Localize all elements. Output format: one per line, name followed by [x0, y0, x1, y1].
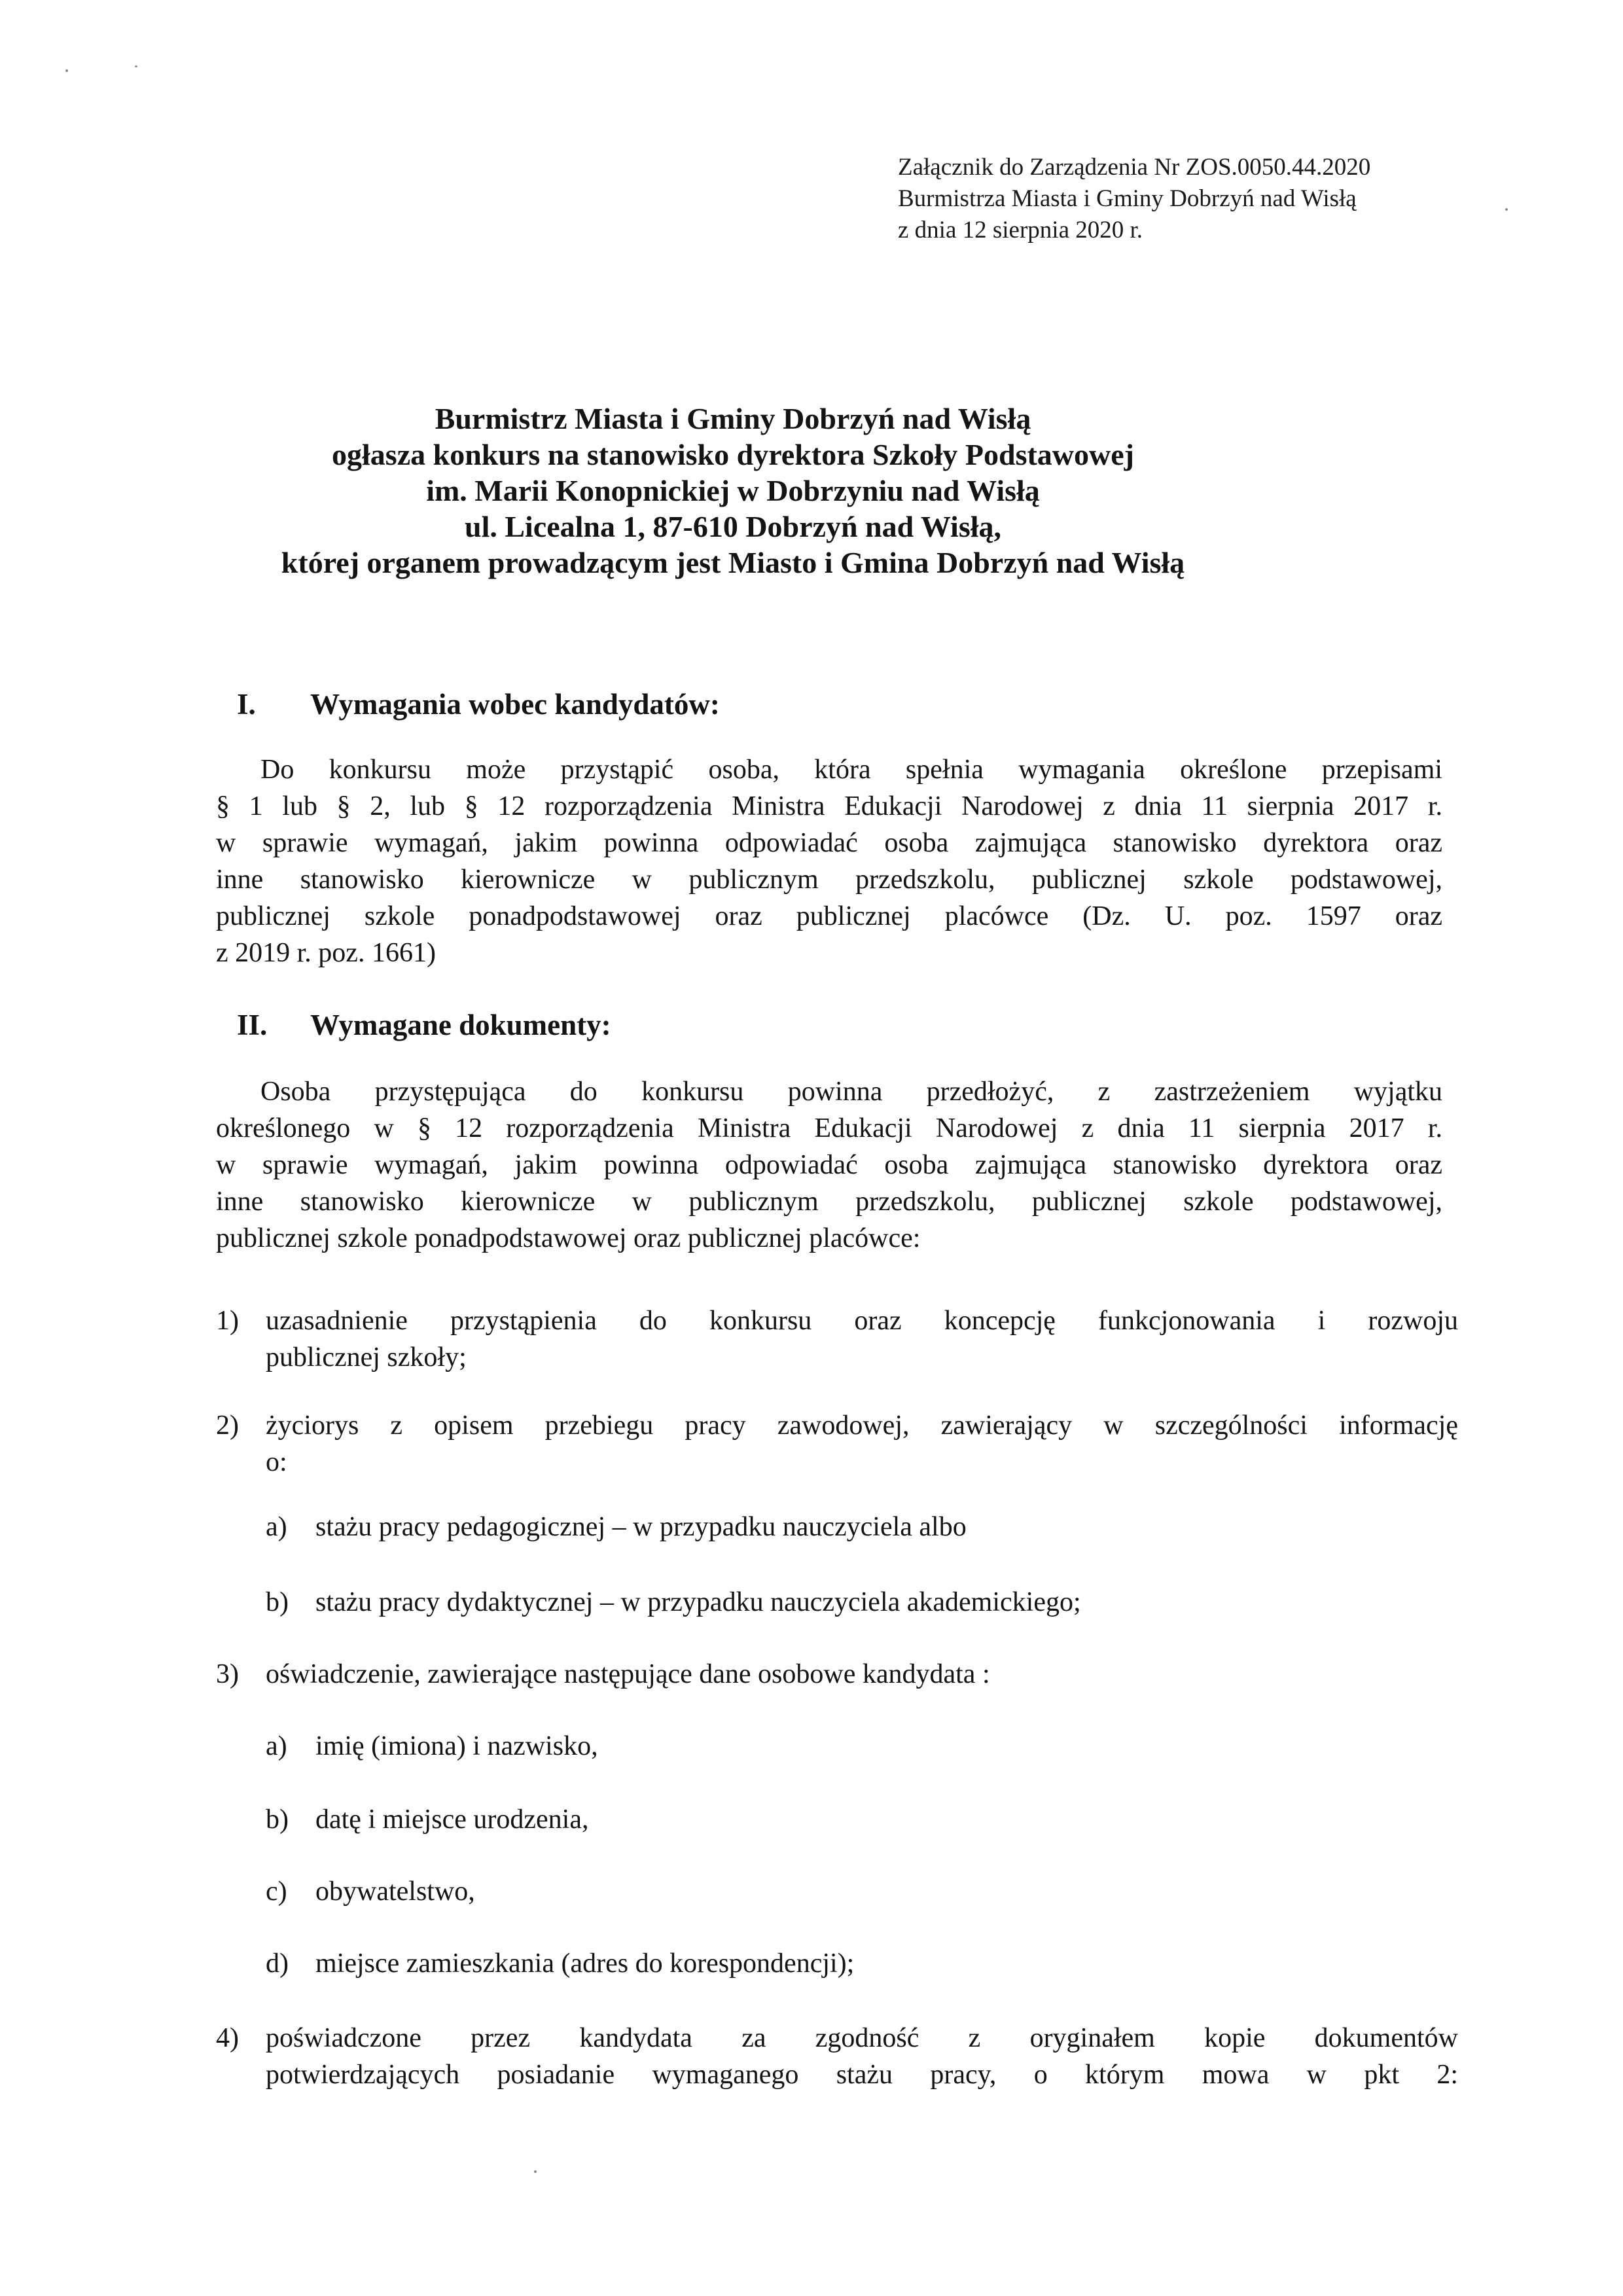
title-line: której organem prowadzącym jest Miasto i Gmina Dobrzyń nad Wisłą	[281, 546, 1185, 579]
sub-item-letter: a)	[266, 1731, 287, 1761]
sub-item-letter: c)	[266, 1876, 287, 1907]
attachment-line: z dnia 12 sierpnia 2020 r.	[898, 217, 1143, 243]
list-item-number: 2)	[216, 1410, 239, 1441]
scan-speck	[1505, 208, 1508, 211]
attachment-line: Burmistrza Miasta i Gminy Dobrzyń nad Wisłą	[898, 185, 1357, 212]
list-item-number: 4)	[216, 2023, 239, 2053]
sub-item-text: miejsce zamieszkania (adres do korespondencji);	[315, 1948, 855, 1979]
paragraph-line: publicznej szkole ponadpodstawowej oraz publicznej placówce:	[216, 1223, 921, 1253]
list-item-line: publicznej szkoły;	[266, 1342, 467, 1372]
list-item-line: oświadczenie, zawierające następujące dane osobowe kandydata :	[266, 1659, 990, 1689]
sub-list-item	[266, 1728, 598, 1765]
list-item-line: życiorys z opisem przebiegu pracy zawodowej, zawierający w szczególności informację	[266, 1410, 1458, 1441]
scan-speck	[534, 2170, 537, 2173]
sub-item-text: imię (imiona) i nazwisko,	[315, 1731, 598, 1761]
list-item-line: o:	[266, 1447, 287, 1477]
requirements-paragraph	[216, 751, 1442, 971]
title-line: im. Marii Konopnickiej w Dobrzyniu nad Wisłą	[426, 474, 1040, 507]
paragraph-line: publicznej szkole ponadpodstawowej oraz publicznej placówce (Dz. U. poz. 1597 oraz	[216, 901, 1442, 931]
section-heading-documents	[237, 1008, 611, 1042]
section-number: II.	[237, 1009, 268, 1041]
paragraph-line: w sprawie wymagań, jakim powinna odpowiadać osoba zajmująca stanowisko dyrektora oraz	[216, 828, 1442, 858]
paragraph-line: z 2019 r. poz. 1661)	[216, 938, 436, 968]
sub-list-item	[266, 1584, 1081, 1621]
title-line: ul. Licealna 1, 87-610 Dobrzyń nad Wisłą,	[464, 510, 1002, 543]
sub-item-letter: a)	[266, 1512, 287, 1542]
paragraph-line: § 1 lub § 2, lub § 12 rozporządzenia Ministra Edukacji Narodowej z dnia 11 sierpnia 2017 r.	[216, 791, 1442, 821]
attachment-note	[898, 152, 1370, 246]
scan-speck	[135, 65, 137, 67]
section-title: Wymagania wobec kandydatów:	[310, 688, 720, 721]
sub-item-letter: b)	[266, 1804, 289, 1835]
sub-item-text: stażu pracy dydaktycznej – w przypadku nauczyciela akademickiego;	[315, 1587, 1081, 1617]
sub-item-letter: d)	[266, 1948, 289, 1979]
list-item-line: potwierdzających posiadanie wymaganego stażu pracy, o którym mowa w pkt 2:	[266, 2060, 1458, 2090]
sub-item-text: stażu pracy pedagogicznej – w przypadku nauczyciela albo	[315, 1512, 967, 1542]
section-heading-requirements	[237, 687, 720, 721]
announcement-title	[196, 401, 1270, 581]
sub-list-item	[266, 1873, 475, 1910]
paragraph-line: Osoba przystępująca do konkursu powinna przedłożyć, z zastrzeżeniem wyjątku	[260, 1077, 1442, 1107]
sub-list-item	[266, 1801, 588, 1838]
sub-item-text: obywatelstwo,	[315, 1876, 475, 1907]
sub-list-item	[266, 1945, 854, 1982]
paragraph-line: inne stanowisko kierownicze w publicznym przedszkolu, publicznej szkole podstawowej,	[216, 1187, 1442, 1217]
attachment-line: Załącznik do Zarządzenia Nr ZOS.0050.44.2020	[898, 154, 1371, 181]
paragraph-line: inne stanowisko kierownicze w publicznym przedszkolu, publicznej szkole podstawowej,	[216, 865, 1442, 895]
paragraph-line: w sprawie wymagań, jakim powinna odpowiadać osoba zajmująca stanowisko dyrektora oraz	[216, 1150, 1442, 1180]
list-item-number: 1)	[216, 1306, 239, 1336]
list-item-line: poświadczone przez kandydata za zgodność z oryginałem kopie dokumentów	[266, 2023, 1458, 2053]
section-title: Wymagane dokumenty:	[310, 1009, 611, 1041]
sub-list-item	[266, 1509, 967, 1545]
sub-item-text: datę i miejsce urodzenia,	[315, 1804, 589, 1835]
paragraph-line: określonego w § 12 rozporządzenia Ministra Edukacji Narodowej z dnia 11 sierpnia 2017 r.	[216, 1113, 1442, 1143]
documents-paragraph	[216, 1073, 1442, 1257]
title-line: Burmistrz Miasta i Gminy Dobrzyń nad Wisłą	[435, 402, 1031, 435]
title-line: ogłasza konkurs na stanowisko dyrektora Szkoły Podstawowej	[332, 438, 1134, 471]
list-item-line: uzasadnienie przystąpienia do konkursu oraz koncepcję funkcjonowania i rozwoju	[266, 1306, 1458, 1336]
paragraph-line: Do konkursu może przystąpić osoba, która spełnia wymagania określone przepisami	[260, 755, 1442, 785]
sub-item-letter: b)	[266, 1587, 289, 1617]
scan-speck	[65, 69, 68, 72]
section-number: I.	[237, 688, 256, 721]
list-item-number: 3)	[216, 1659, 239, 1689]
